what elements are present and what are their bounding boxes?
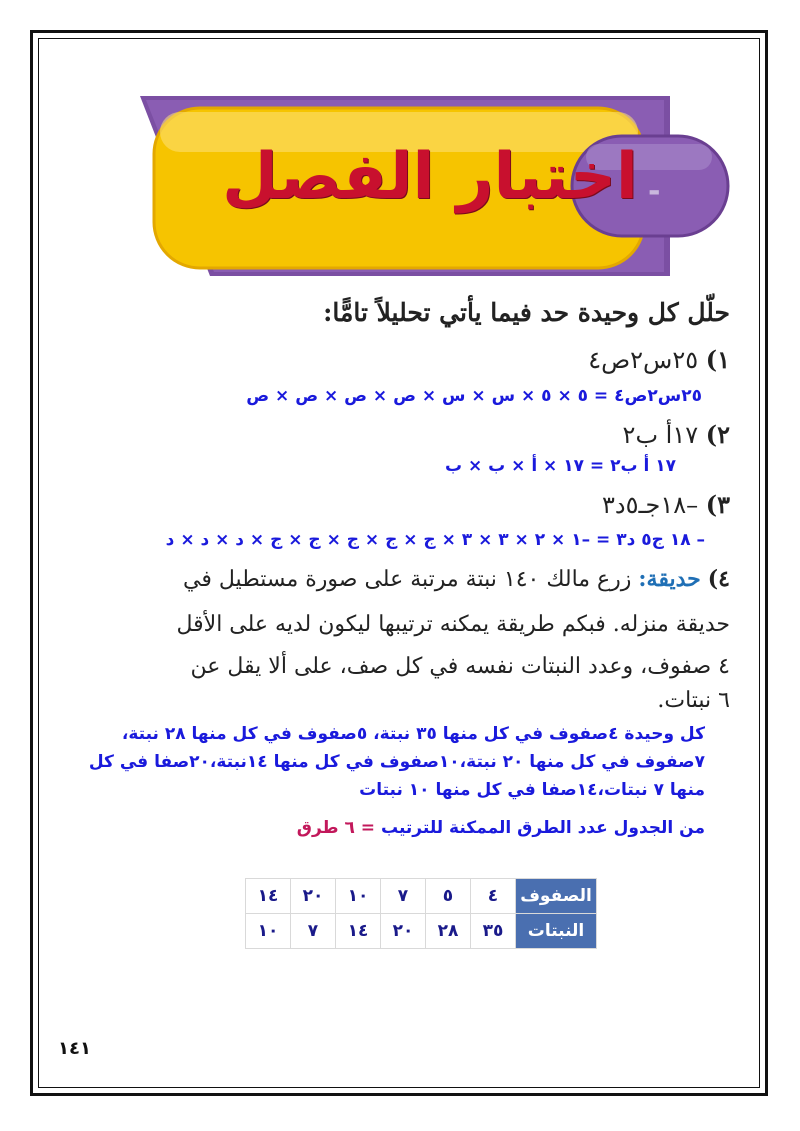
- problem-1: [588, 345, 730, 374]
- chapter-test-banner: [140, 96, 740, 276]
- problem-1-answer: ٢٥س٢ص٤ = ٥ × ٥ × س × س × ص × ص × ص × ص: [246, 386, 702, 406]
- problem-text: زرع مالك ١٤٠ نبتة مرتبة على صورة مستطيل في: [183, 567, 632, 592]
- problem-number: ٤): [707, 566, 730, 592]
- table-cell: ٧: [291, 914, 336, 949]
- table-row: [246, 879, 597, 914]
- problem-4-line-3: ٤ صفوف، وعدد النبتات نفسه في كل صف، على ألا يقل عن: [190, 654, 730, 679]
- answer-line: ٧صفوف في كل منها ٢٠ نبتة،١٠صفوف في كل منها ١٤نبتة،٢٠صفا في كل: [88, 752, 705, 772]
- problem-number: ٣): [705, 490, 730, 519]
- table-cell: ١٠: [246, 914, 291, 949]
- result-value: = ٦ طرق: [296, 818, 376, 838]
- row-header-rows: الصفوف: [516, 879, 597, 914]
- table-cell: ٥: [426, 879, 471, 914]
- table-cell: ٤: [471, 879, 516, 914]
- table-cell: ٧: [381, 879, 426, 914]
- table-cell: ١٤: [246, 879, 291, 914]
- table-cell: ٢٨: [426, 914, 471, 949]
- rows-plants-table: [245, 878, 597, 949]
- table-row: [246, 914, 597, 949]
- problem-4-answer: [65, 720, 705, 804]
- problem-number: ١): [705, 345, 730, 374]
- problem-3: [602, 490, 730, 519]
- table-cell: ٢٠: [381, 914, 426, 949]
- problem-expression: –١٨جـ٥د٣: [601, 491, 699, 519]
- problem-3-answer: – ١٨ ج٥ د٣ = –١ × ٢ × ٣ × ٣ × ج × ج × ج × ج × ج × د × د × د: [165, 530, 705, 550]
- problem-2: [623, 420, 730, 449]
- row-header-plants: النبتات: [516, 914, 597, 949]
- banner-dash-mark: -: [648, 174, 661, 209]
- page-number: ١٤١: [58, 1038, 91, 1059]
- problem-4-result: [297, 818, 705, 838]
- problem-4-line-2: حديقة منزله. فبكم طريقة يمكنه ترتيبها ليكون لديه على الأقل: [176, 612, 730, 637]
- table-cell: ١٤: [336, 914, 381, 949]
- problem-number: ٢): [705, 420, 730, 449]
- problem-expression: ١٧أ ب٢: [622, 421, 699, 449]
- banner-title: اختبار الفصل: [222, 140, 638, 214]
- answer-line: منها ٧ نبتات،١٤صفا في كل منها ١٠ نبتات: [359, 780, 705, 800]
- instruction-text: حلّل كل وحيدة حد فيما يأتي تحليلاً تامًّا:: [323, 298, 730, 327]
- result-prefix: من الجدول عدد الطرق الممكنة للترتيب: [380, 818, 705, 838]
- problem-expression: ٢٥س٢ص٤: [588, 346, 699, 374]
- problem-tag: حديقة:: [638, 566, 701, 592]
- problem-4-line-1: [110, 566, 730, 592]
- table-cell: ٢٠: [291, 879, 336, 914]
- problem-4-line-4: ٦ نبتات.: [657, 688, 730, 713]
- problem-2-answer: ١٧ أ ب٢ = ١٧ × أ × ب × ب: [444, 456, 676, 476]
- table-cell: ١٠: [336, 879, 381, 914]
- answer-line: كل وحيدة ٤صفوف في كل منها ٣٥ نبتة، ٥صفوف في كل منها ٢٨ نبتة،: [121, 724, 705, 744]
- table-cell: ٣٥: [471, 914, 516, 949]
